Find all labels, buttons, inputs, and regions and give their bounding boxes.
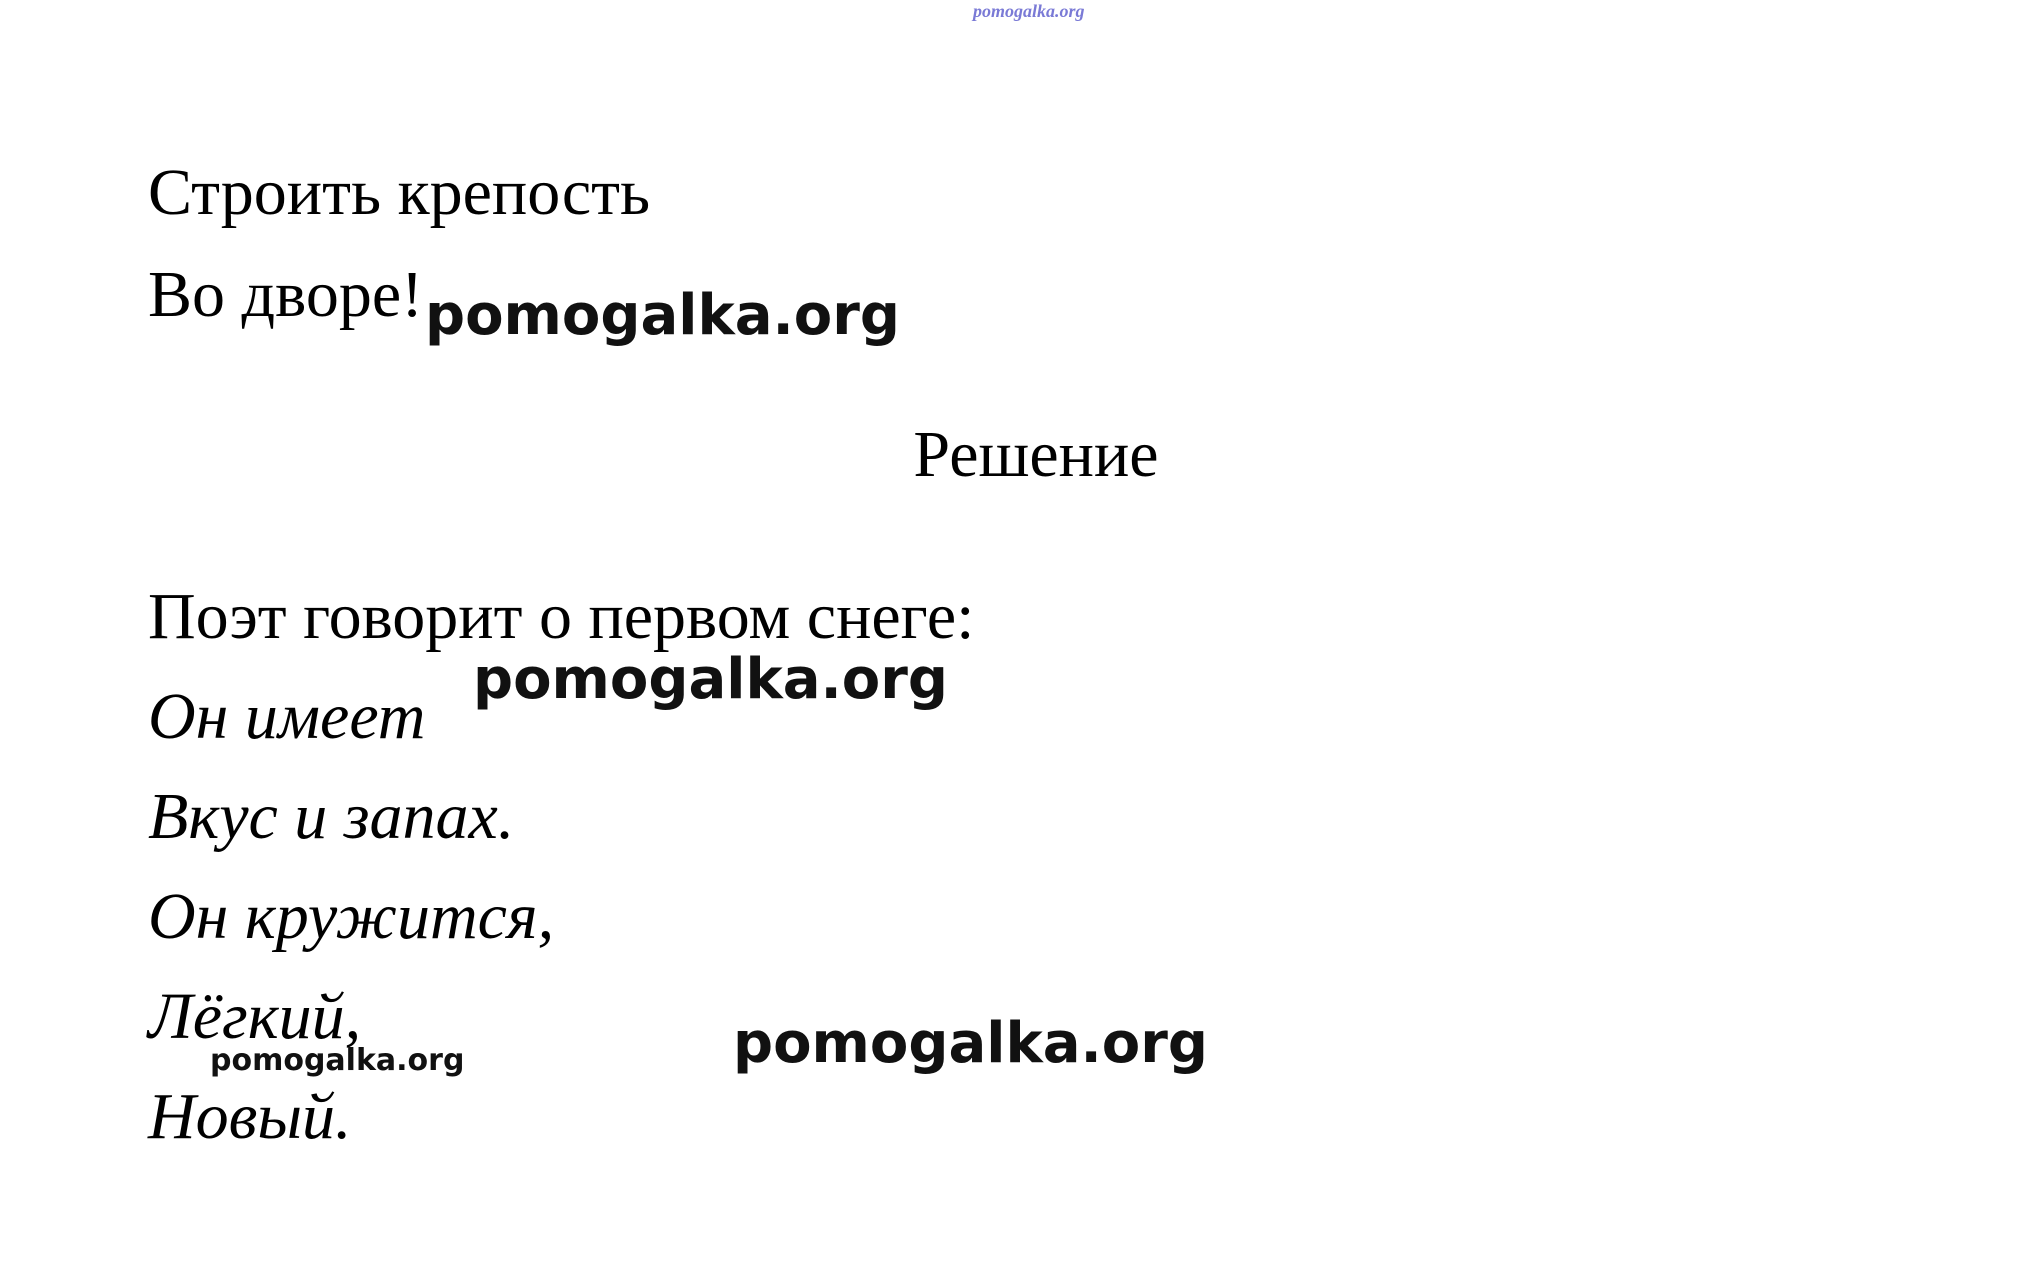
- watermark-3: pomogalka.org: [210, 1043, 465, 1078]
- poem-line-1: Строить крепость: [148, 156, 651, 229]
- watermark-4: pomogalka.org: [733, 1011, 1208, 1076]
- solution-heading: Решение: [913, 418, 1159, 491]
- intro-line: Поэт говорит о первом снеге:: [148, 580, 975, 653]
- watermark-1: pomogalka.org: [425, 283, 900, 348]
- answer-line-5: Новый.: [148, 1080, 352, 1153]
- answer-line-2: Вкус и запах.: [148, 780, 515, 853]
- top-watermark: pomogalka.org: [973, 1, 1085, 21]
- watermark-2: pomogalka.org: [473, 647, 948, 712]
- answer-line-1: Он имеет: [148, 680, 426, 753]
- poem-line-2: Во дворе!: [148, 258, 424, 331]
- answer-line-4: Лёгкий,: [148, 980, 362, 1053]
- answer-line-3: Он кружится,: [148, 880, 555, 953]
